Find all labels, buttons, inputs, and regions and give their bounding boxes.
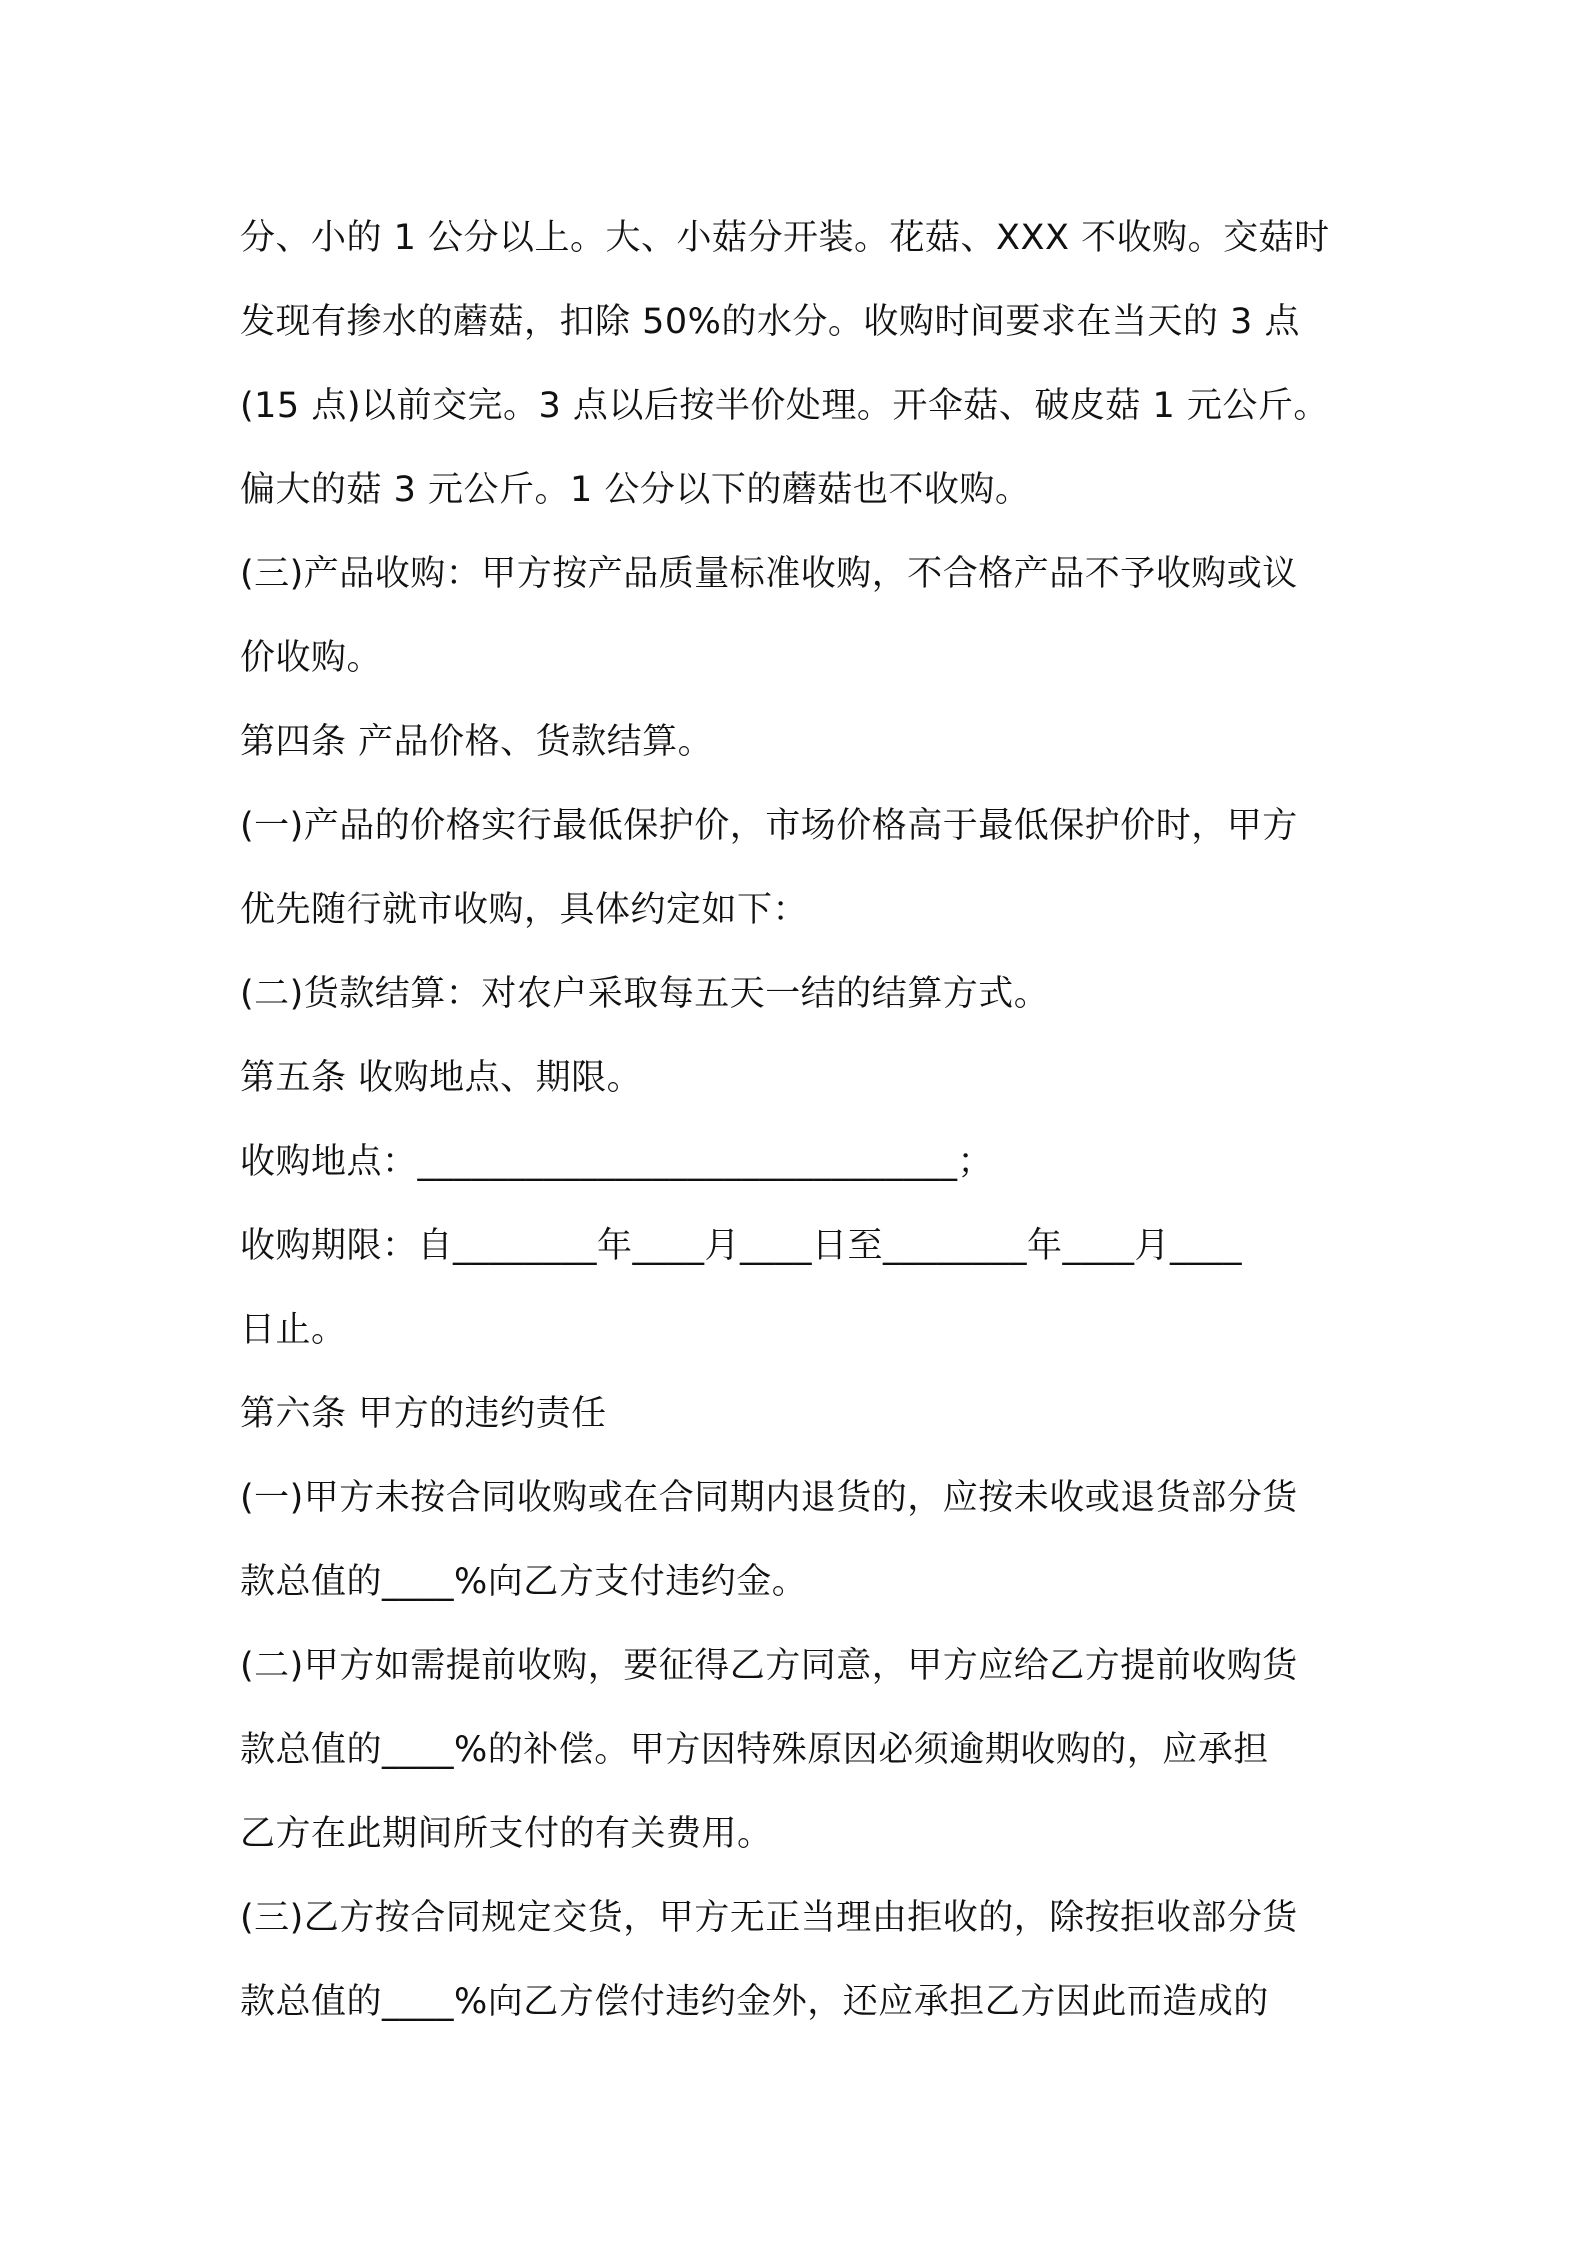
clause-2-early-purchase: (二)甲方如需提前收购，要征得乙方同意，甲方应给乙方提前收购货 [240,1646,1298,1686]
text-line: 优先随行就市收购，具体约定如下： [240,890,809,930]
text-line: (15 点)以前交完。3 点以后按半价处理。开伞菇、破皮菇 1 元公斤。 [240,386,1329,426]
text-line: 乙方在此期间所支付的有关费用。 [240,1814,773,1854]
clause-3-rejection: (三)乙方按合同规定交货，甲方无正当理由拒收的，除按拒收部分货 [240,1898,1298,1938]
text-line: 分、小的 1 公分以上。大、小菇分开装。花菇、XXX 不收购。交菇时 [240,218,1330,258]
purchase-period-line: 收购期限：自________年____月____日至________年____月____ [240,1226,1243,1266]
article-6-heading: 第六条 甲方的违约责任 [240,1394,607,1434]
article-4-heading: 第四条 产品价格、货款结算。 [240,722,714,762]
text-line: 款总值的____%向乙方支付违约金。 [240,1562,808,1602]
clause-3-purchase: (三)产品收购：甲方按产品质量标准收购，不合格产品不予收购或议 [240,554,1298,594]
text-line: 款总值的____%向乙方偿付违约金外，还应承担乙方因此而造成的 [240,1982,1269,2022]
text-line: 日止。 [240,1310,347,1350]
text-line: 价收购。 [240,638,383,678]
clause-1-price: (一)产品的价格实行最低保护价，市场价格高于最低保护价时，甲方 [240,806,1298,846]
article-5-heading: 第五条 收购地点、期限。 [240,1058,643,1098]
clause-2-settlement: (二)货款结算：对农户采取每五天一结的结算方式。 [240,974,1050,1014]
document-body [240,196,1360,2044]
text-line: 款总值的____%的补偿。甲方因特殊原因必须逾期收购的，应承担 [240,1730,1269,1770]
purchase-location-line: 收购地点：______________________________； [240,1142,994,1182]
text-line: 偏大的菇 3 元公斤。1 公分以下的蘑菇也不收购。 [240,470,1031,510]
clause-1-breach: (一)甲方未按合同收购或在合同期内退货的，应按未收或退货部分货 [240,1478,1298,1518]
text-line: 发现有掺水的蘑菇，扣除 50%的水分。收购时间要求在当天的 3 点 [240,302,1300,342]
